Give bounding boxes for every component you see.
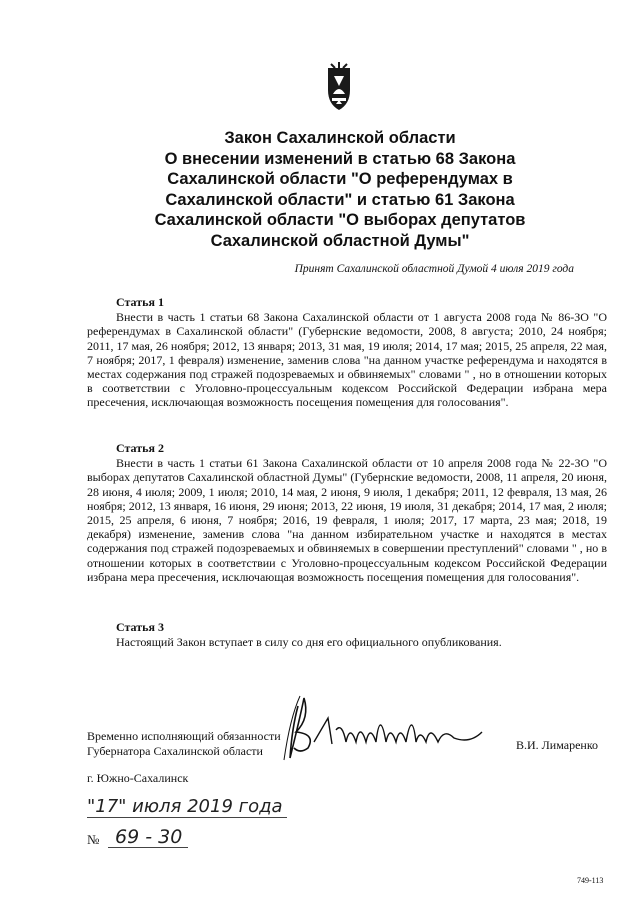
- footer-code: 749-113: [577, 876, 604, 885]
- coat-of-arms-emblem: [322, 60, 356, 112]
- title-line: Сахалинской области "О выборах депутатов: [154, 211, 526, 229]
- number-label: №: [87, 832, 100, 847]
- title-line: О внесении изменений в статью 68 Закона: [164, 149, 516, 168]
- signer-title-line-1: Временно исполняющий обязанности: [87, 729, 281, 743]
- article-heading: Статья 2: [116, 441, 164, 455]
- title-line: Закон Сахалинской области: [224, 129, 456, 147]
- signer-title-line-2: Губернатора Сахалинской области: [87, 744, 263, 758]
- number-underline: [108, 847, 188, 848]
- article-heading: Статья 1: [116, 295, 164, 309]
- article-text: Внести в часть 1 статьи 61 Закона Сахалинской области от 10 апреля 2008 года № 22-ЗО "О выборах депутатов Сахалинской областной Думы" (Губернские ведомости, 2008, 11 апреля, 20 июня, 28 июня, 4 июля; 2009, 1 июля; 2010, 14 мая, 2 июня, 9 июля, 1 декабря; 2011, 12 февраля, 13 мая, 26 ноября; 2012, 13 января, 16 июня, 29 июня; 2013, 22 июня, 19 июля, 31 декабря; 2014, 17 мая, 2 июля; 2015, 25 апреля, 6 июня, 7 ноября; 2016, 19 февраля, 1 июля; 2017, 17 марта, 23 мая; 2018, 19 декабря) изменение, заменив слова "на данном избирательном участке и находятся в местах содержания под стражей подозреваемых и обвиняемых в совершении преступлений" словами " , но в отношении которых в соответствии с Уголовно-процессуальным кодексом Российской Федерации избрана мера пресечения, исключающая возможность посещения помещения для голосования".: [87, 456, 607, 584]
- article-heading: Статья 3: [116, 620, 164, 634]
- title-line: Сахалинской областной Думы": [210, 231, 470, 250]
- signer-name: В.И. Лимаренко: [516, 738, 599, 752]
- handwritten-date: "17" июля 2019 года: [87, 796, 283, 817]
- article-text: Внести в часть 1 статьи 68 Закона Сахалинской области от 1 августа 2008 года № 86-ЗО "О референдумах в Сахалинской области" (Губернские ведомости, 2008, 8 августа; 2010, 24 ноября; 2011, 17 мая, 26 ноября; 2012, 13 января; 2013, 31 мая, 19 июля; 2014, 17 мая; 2015, 25 апреля, 22 мая, 7 ноября; 2017, 1 февраля) изменение, заменив слова "на данном участке референдума и находятся в местах содержания под стражей подозреваемых и обвиняемых" словами " , но в отношении которых в соответствии с Уголовно-процессуальным кодексом Российской Федерации избрана мера пресечения, исключающая возможность посещения помещения для голосования".: [87, 310, 607, 410]
- article-1: [87, 295, 607, 410]
- article-3: [87, 620, 607, 649]
- article-text: Настоящий Закон вступает в силу со дня его официального опубликования.: [116, 635, 502, 650]
- adoption-note: Принят Сахалинской областной Думой 4 июля 2019 года: [294, 263, 574, 275]
- handwritten-number: 69 - 30: [115, 826, 183, 848]
- title-line: Сахалинской области" и статью 61 Закона: [165, 190, 515, 209]
- article-2: [87, 441, 607, 584]
- date-underline: [87, 817, 287, 818]
- title-line: Сахалинской области "О референдумах в: [167, 170, 513, 188]
- city: г. Южно-Сахалинск: [87, 771, 189, 785]
- handwritten-signature: [270, 688, 510, 768]
- law-title: [120, 128, 560, 251]
